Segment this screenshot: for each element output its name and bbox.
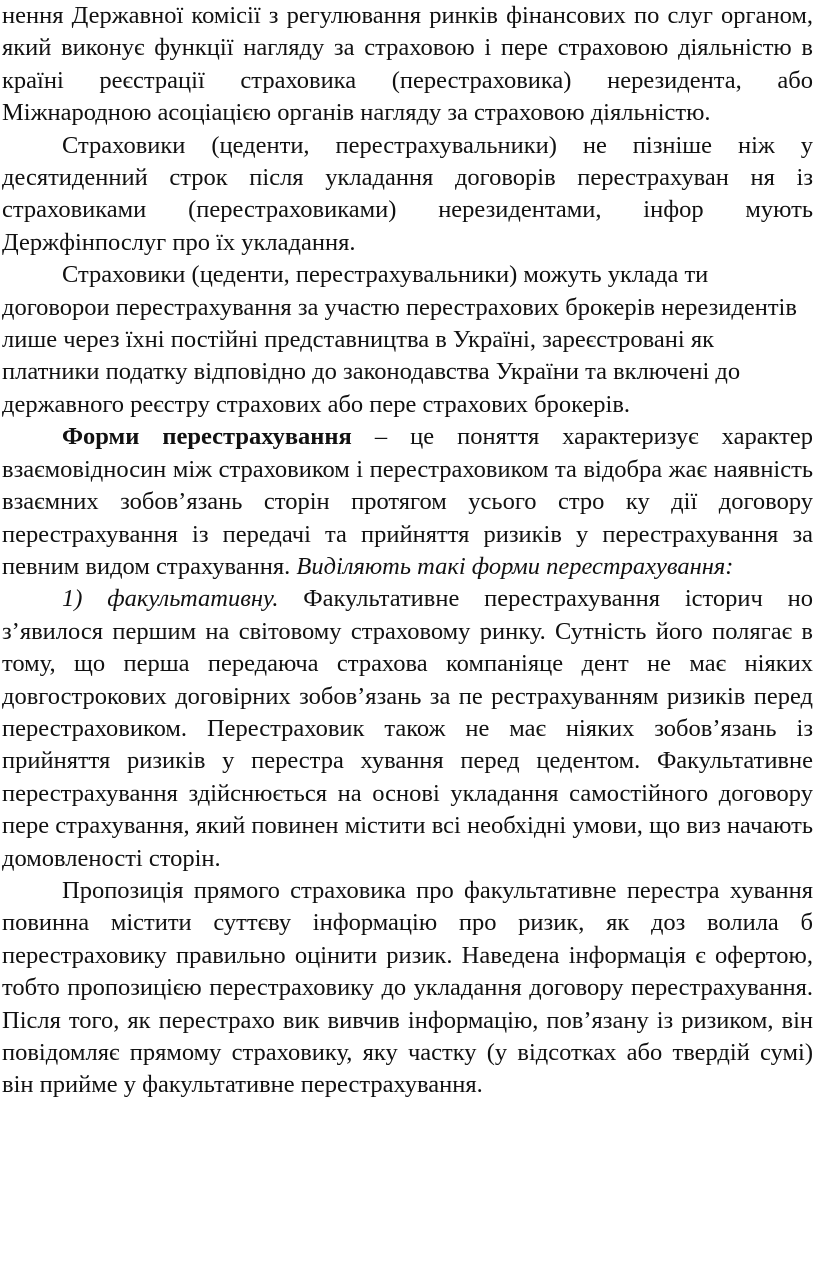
document-page xyxy=(2,0,813,1102)
paragraph-proposal: Пропозиція прямого страховика про факультативне перестра хування повинна містити суттєву інформацію про ризик, як доз волила б перестраховику правильно оцінити ризик. Наведена інформація є офертою, тобто пропозицією перестраховику до укладання договору перестрахування. Після того, як перестрахо вик вивчив інформацію, пов’язану із ризиком, він повідомляє прямому страховику, яку частку (у відсотках або твердій сумі) він прийме у факультативне перестрахування. xyxy=(2,876,813,1099)
term-reinsurance-forms: Форми перестрахування xyxy=(62,423,352,451)
paragraph-continuation: нення Державної комісії з регулювання ринків фінансових по слуг органом, який виконує функції нагляду за страховою і пере страховою діяльністю в країні реєстрації страховика (перестраховика) нерезидента, або Міжнародною асоціацією органів нагляду за страховою діяльністю. xyxy=(2,2,813,127)
list-item-lead: 1) факультативну. xyxy=(62,585,279,613)
paragraph-notification: Страховики (цеденти, перестрахувальники) не пізніше ніж у десятиденний строк після укладання договорів перестрахуван ня із страховиками (перестраховиками) нерезидентами, інфор мують Держфінпослуг про їх укладання. xyxy=(2,131,813,256)
definition-text: – це поняття характеризує характер взаємовідносин між страховиком і перестраховиком та відобра жає наявність взаємних зобов’язань сторін протягом усього стро ку дії договору перестрахування із передачі та прийняття ризиків у перестрахування за певним видом страхування. xyxy=(2,423,813,580)
facultative-text: Факультативне перестрахування історич но з’явилося першим на світовому страховому ринку. Сутність його полягає в тому, що перша передаюча страхова компаніяце дент не має ніяких довгострокових договірних зобов’язань за пе рестрахуванням ризиків перед перестраховиком. Перестраховик також не має ніяких зобов’язань із прийняття ризиків у перестра хування перед цедентом. Факультативне перестрахування здійснюється на основі укладання самостійного договору пере страхування, який повинен містити всі необхідні умови, що виз начають домовленості сторін. xyxy=(2,585,814,872)
paragraph-brokers: Страховики (цеденти, перестрахувальники) можуть уклада ти договорои перестрахування за участю перестрахових брокерів нерезидентів лише через їхні постійні представництва в Україні, зареєстровані як платники податку відповідно до законодавства України та включені до державного реєстру страхових або пере страхових брокерів. xyxy=(2,261,797,418)
paragraph-facultative xyxy=(2,583,813,875)
forms-intro-emphasis: Виділяють такі форми перестрахування: xyxy=(296,552,734,580)
paragraph-forms-definition xyxy=(2,421,813,583)
